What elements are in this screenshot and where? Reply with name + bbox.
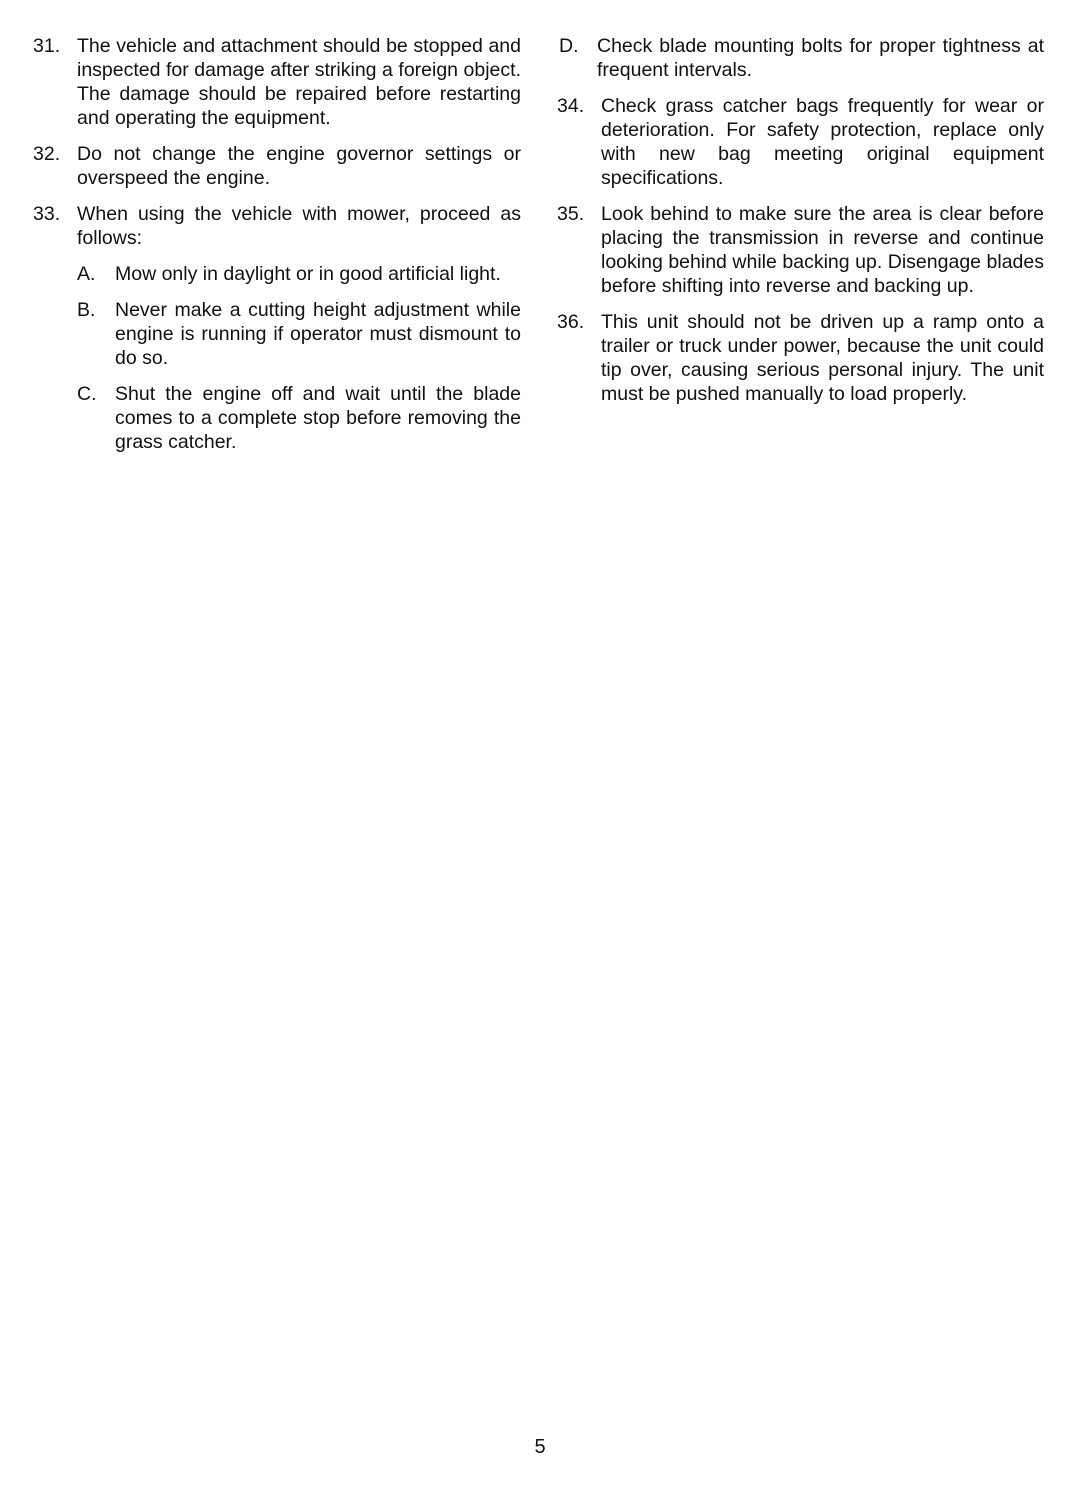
item-number: 32. xyxy=(33,143,61,165)
sub-item-text: Shut the engine off and wait until the blade comes to a complete stop before removing the grass catcher. xyxy=(115,383,521,453)
sub-item-letter: A. xyxy=(77,263,96,285)
page-number: 5 xyxy=(534,1436,546,1458)
item-number: 31. xyxy=(33,35,61,57)
safety-item-36 xyxy=(557,310,1044,406)
sub-item-b xyxy=(77,298,521,370)
sub-item-text: Mow only in daylight or in good artificial light. xyxy=(115,263,501,285)
sub-item-d xyxy=(513,34,1044,82)
item-text: When using the vehicle with mower, proceed as follows: xyxy=(77,203,521,249)
sub-item-letter: C. xyxy=(77,383,97,405)
item-text: Look behind to make sure the area is clear before placing the transmission in reverse and continue looking behind while backing up. Disengage blades before shifting into reverse and backing up. xyxy=(601,203,1044,297)
item-number: 33. xyxy=(33,203,61,225)
safety-item-34 xyxy=(557,94,1044,190)
sub-item-c xyxy=(77,382,521,454)
sub-item-text: Never make a cutting height adjustment while engine is running if operator must dismount to do so. xyxy=(115,299,521,369)
item-text: Do not change the engine governor settings or overspeed the engine. xyxy=(77,143,521,189)
item-text: The vehicle and attachment should be stopped and inspected for damage after striking a foreign object. The damage should be repaired before restarting and operating the equipment. xyxy=(77,35,521,129)
left-column xyxy=(33,34,521,466)
safety-item-32 xyxy=(33,142,521,190)
sub-item-letter: D. xyxy=(559,35,579,57)
safety-item-33 xyxy=(33,202,521,454)
item-number: 35. xyxy=(557,203,585,225)
item-text: This unit should not be driven up a ramp onto a trailer or truck under power, because the unit could tip over, causing serious personal injury. The unit must be pushed manually to load properly. xyxy=(601,311,1044,405)
right-column xyxy=(557,34,1044,418)
item-number: 34. xyxy=(557,95,585,117)
item-text: Check grass catcher bags frequently for wear or deterioration. For safety protection, replace only with new bag meeting original equipment specifications. xyxy=(601,95,1044,189)
item-number: 36. xyxy=(557,311,585,333)
sub-item-text: Check blade mounting bolts for proper tightness at frequent intervals. xyxy=(597,35,1044,81)
sub-item-a xyxy=(77,262,521,286)
safety-item-31 xyxy=(33,34,521,130)
safety-item-35 xyxy=(557,202,1044,298)
sub-item-letter: B. xyxy=(77,299,96,321)
